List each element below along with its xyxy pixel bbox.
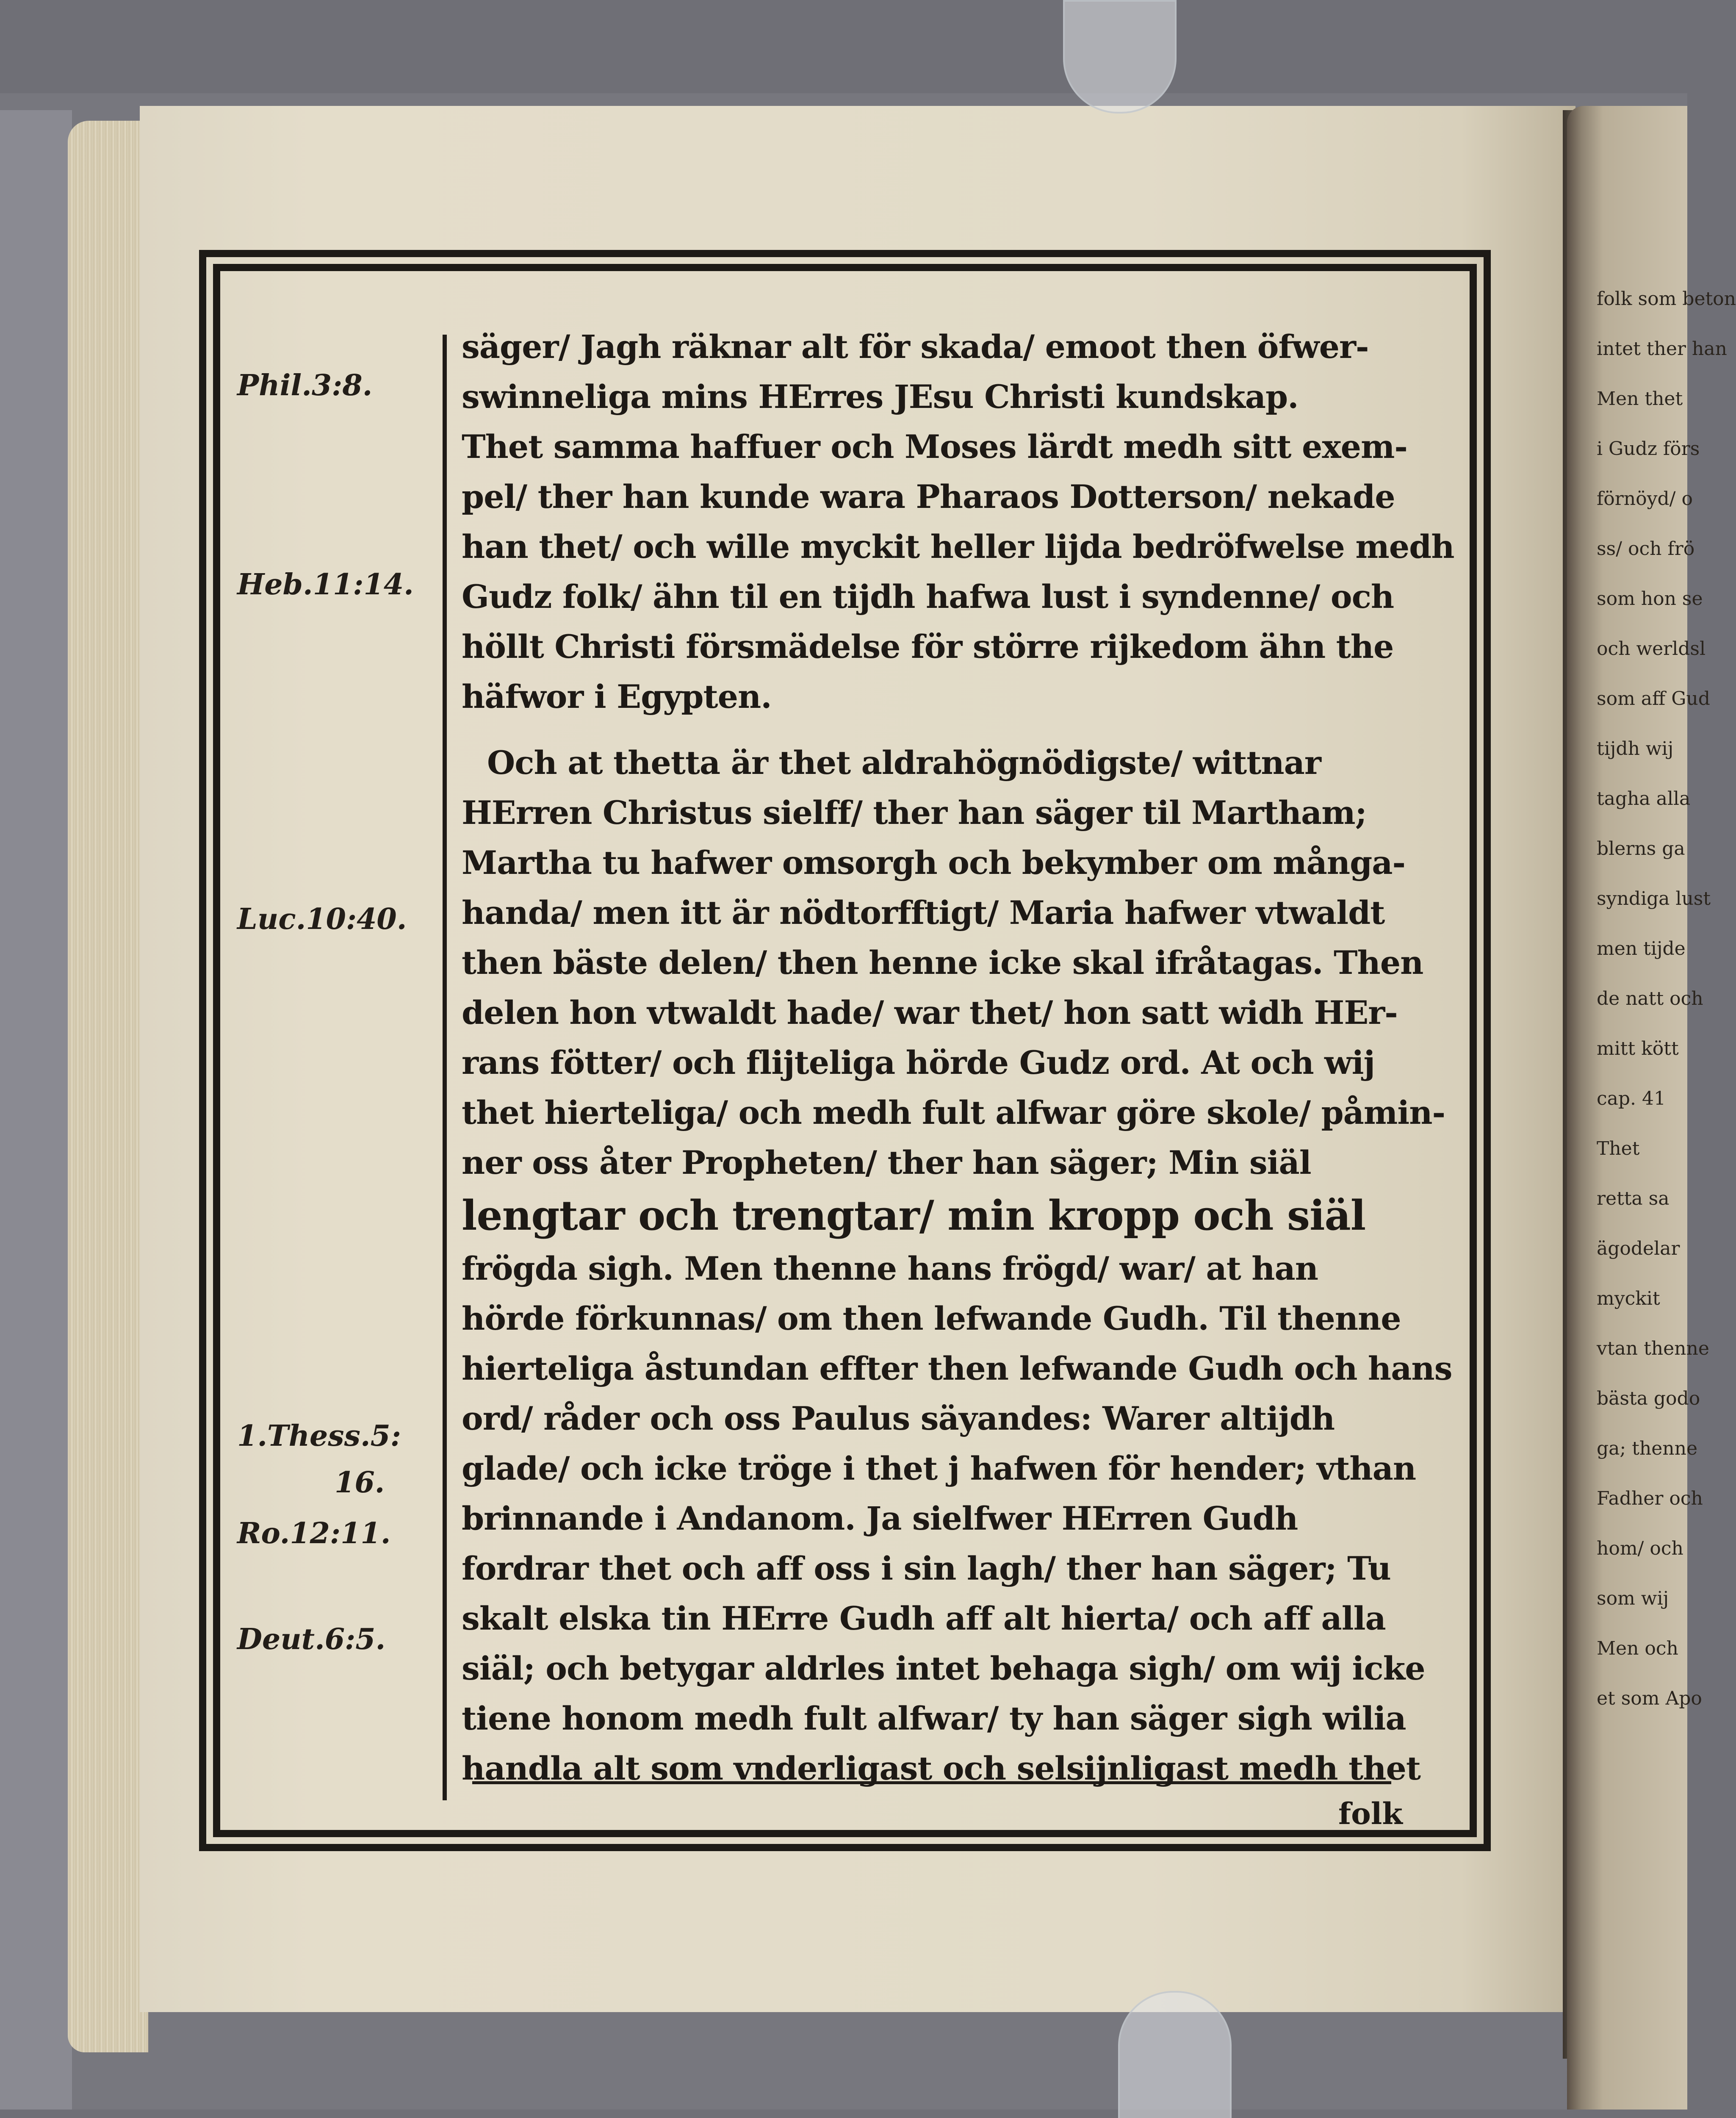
- text-line: tiene honom medh fult alfwar/ ty han säger sigh wilia: [462, 1699, 1406, 1737]
- text-line: siäl; och betygar aldrles intet behaga sigh/ om wij icke: [462, 1649, 1425, 1687]
- text-line: Thet samma haffuer och Moses lärdt medh sitt exem-: [462, 428, 1407, 466]
- margin-note-luc: Luc.10:40.: [237, 902, 407, 936]
- text-line: han thet/ och wille myckit heller lijda bedröfwelse medh: [462, 528, 1454, 566]
- margin-note-ro: Ro.12:11.: [237, 1516, 391, 1550]
- facing-page-line: tagha alla: [1597, 788, 1691, 809]
- facing-page-line: Men thet: [1597, 388, 1683, 410]
- facing-page-line: men tijde: [1597, 938, 1686, 959]
- margin-note-deut: Deut.6:5.: [237, 1622, 386, 1656]
- text-line: höllt Christi försmädelse för större rijkedom ähn the: [462, 628, 1394, 665]
- facing-page-line: som aff Gud: [1597, 688, 1710, 710]
- facing-page-line: och werldsl: [1597, 638, 1706, 660]
- page-edges: [68, 121, 148, 2052]
- text-line: häfwor i Egypten.: [462, 678, 772, 715]
- text-line: delen hon vtwaldt hade/ war thet/ hon satt widh HEr-: [462, 994, 1398, 1031]
- text-line: hierteliga åstundan effter then lefwande Gudh och hans: [462, 1350, 1452, 1387]
- book-cover-edge: [0, 110, 72, 2110]
- text-line: hörde förkunnas/ om then lefwande Gudh. Til thenne: [462, 1300, 1401, 1337]
- facing-page: [1567, 106, 1736, 2110]
- facing-page-line: mitt kött: [1597, 1038, 1679, 1059]
- text-line: glade/ och icke tröge i thet j hafwen för hender; vthan: [462, 1450, 1416, 1487]
- text-line: thet hierteliga/ och medh fult alfwar göre skole/ påmin-: [462, 1094, 1445, 1131]
- facing-page-line: som hon se: [1597, 588, 1703, 610]
- facing-page-line: hom/ och: [1597, 1538, 1683, 1559]
- facing-page-line: blerns ga: [1597, 838, 1685, 859]
- body-text: [462, 322, 1454, 1794]
- text-line: HErren Christus sielff/ ther han säger til Martham;: [462, 794, 1367, 832]
- text-line: Martha tu hafwer omsorgh och bekymber om många-: [462, 844, 1406, 882]
- text-line: Och at thetta är thet aldrahögnödigste/ wittnar: [487, 744, 1321, 782]
- facing-page-line: ägodelar: [1597, 1238, 1680, 1259]
- text-line: pel/ ther han kunde wara Pharaos Dotterson/ nekade: [462, 478, 1395, 516]
- margin-note-thess-verse: 16.: [335, 1466, 385, 1500]
- text-line: frögda sigh. Men thenne hans frögd/ war/ at han: [462, 1250, 1318, 1287]
- text-line: swinneliga mins HErres JEsu Christi kundskap.: [462, 378, 1299, 416]
- margin-rule: [443, 335, 447, 1800]
- text-line: ord/ råder och oss Paulus säyandes: Warer altijdh: [462, 1400, 1335, 1437]
- facing-page-line: ga; thenne: [1597, 1438, 1697, 1459]
- margin-note-phil: Phil.3:8.: [237, 369, 373, 402]
- facing-page-line: bästa godo: [1597, 1388, 1700, 1409]
- text-line: skalt elska tin HErre Gudh aff alt hierta/ och aff alla: [462, 1600, 1386, 1637]
- facing-page-line: som wij: [1597, 1588, 1669, 1609]
- facing-page-line: tijdh wij: [1597, 738, 1674, 760]
- facing-page-line: Fadher och: [1597, 1488, 1703, 1509]
- margin-note-thess: 1.Thess.5:: [237, 1419, 401, 1453]
- top-page-clip: [1063, 0, 1177, 114]
- text-line: brinnande i Andanom. Ja sielfwer HErren Gudh: [462, 1500, 1298, 1537]
- catchword: folk: [1338, 1796, 1403, 1831]
- facing-page-line: syndiga lust: [1597, 888, 1711, 909]
- facing-page-line: ss/ och frö: [1597, 538, 1695, 560]
- facing-page-line: cap. 41: [1597, 1088, 1666, 1109]
- facing-page-line: de natt och: [1597, 988, 1703, 1009]
- text-line: then bäste delen/ then henne icke skal ifråtagas. Then: [462, 944, 1423, 981]
- facing-page-line: förnöyd/ o: [1597, 488, 1693, 510]
- text-line: ner oss åter Propheten/ ther han säger; Min siäl: [462, 1144, 1311, 1181]
- facing-page-line: Men och: [1597, 1638, 1678, 1659]
- bottom-page-clip: [1118, 1991, 1232, 2118]
- facing-page-line: Thet: [1597, 1138, 1640, 1159]
- facing-page-line: vtan thenne: [1597, 1338, 1709, 1359]
- text-line: handla alt som vnderligast och selsijnligast medh thet: [462, 1749, 1420, 1787]
- text-line-large: lengtar och trengtar/ min kropp och siäl: [462, 1192, 1366, 1239]
- text-line: fordrar thet och aff oss i sin lagh/ ther han säger; Tu: [462, 1550, 1391, 1587]
- text-line: rans fötter/ och flijteliga hörde Gudz ord. At och wij: [462, 1044, 1375, 1081]
- facing-page-line: intet ther han: [1597, 338, 1727, 360]
- facing-page-line: i Gudz förs: [1597, 438, 1700, 460]
- margin-note-heb: Heb.11:14.: [237, 568, 414, 602]
- text-line: handa/ men itt är nödtorfftigt/ Maria hafwer vtwaldt: [462, 894, 1385, 931]
- facing-page-line: retta sa: [1597, 1188, 1670, 1209]
- facing-page-line: folk som beton: [1597, 288, 1736, 310]
- facing-page-line: et som Apo: [1597, 1688, 1702, 1709]
- facing-page-line: myckit: [1597, 1288, 1660, 1309]
- text-line: säger/ Jagh räknar alt för skada/ emoot then öfwer-: [462, 328, 1369, 366]
- text-line: Gudz folk/ ähn til en tijdh hafwa lust i syndenne/ och: [462, 578, 1394, 615]
